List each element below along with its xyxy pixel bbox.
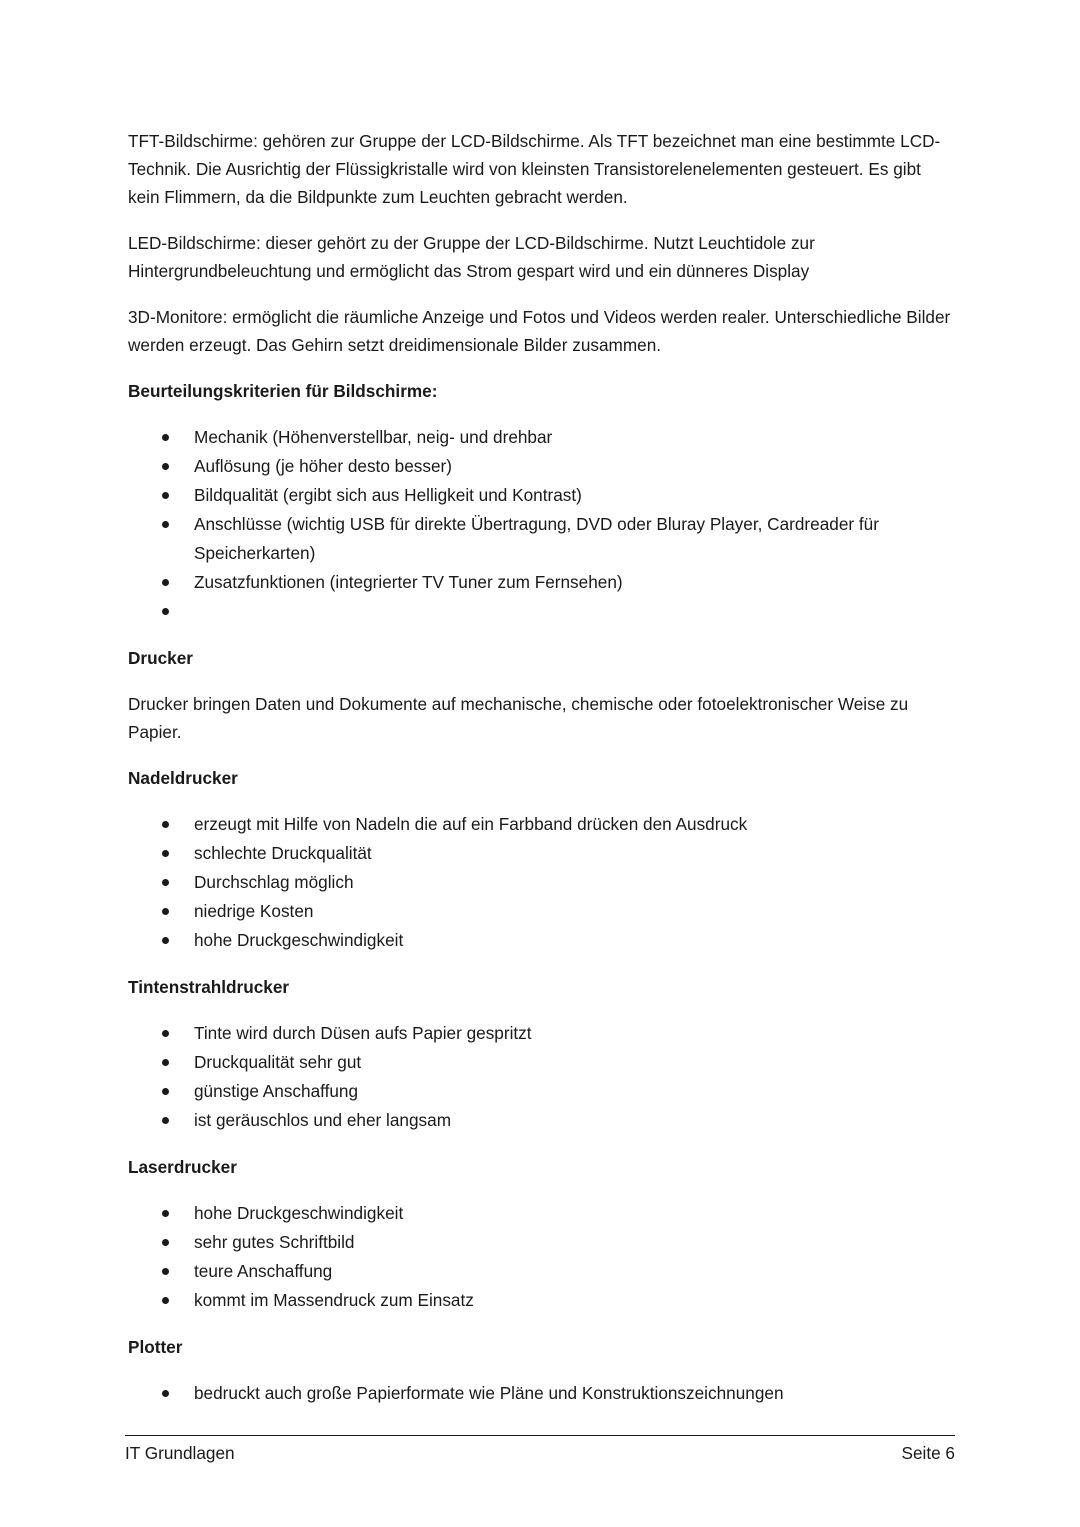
list-item [128, 1379, 954, 1408]
bullet-icon [162, 463, 169, 470]
list-item [128, 868, 954, 897]
bullet-icon [162, 579, 169, 586]
bullet-icon [162, 937, 169, 944]
bullet-icon [162, 1390, 169, 1397]
paragraph-tft: TFT-Bildschirme: gehören zur Gruppe der LCD-Bildschirme. Als TFT bezeichnet man eine bestimmte LCD-Technik. Die Ausrichtig der Flüssigkristalle wird von kleinsten Transistorelenelementen gesteuert. Es gibt kein Flimmern, da die Bildpunkte zum Leuchten gebracht werden. [128, 131, 941, 207]
list-item-text: hohe Druckgeschwindigkeit [194, 930, 404, 950]
paragraph-led: LED-Bildschirme: dieser gehört zu der Gruppe der LCD-Bildschirme. Nutzt Leuchtidole zur Hintergrundbeleuchtung und ermöglicht das Strom gespart wird und ein dünneres Display [128, 233, 815, 281]
list-item [128, 1286, 954, 1315]
list-item-text: teure Anschaffung [194, 1261, 333, 1281]
list-item-text: Auflösung (je höher desto besser) [194, 456, 452, 476]
list-item [128, 897, 954, 926]
list-item-text: Mechanik (Höhenverstellbar, neig- und drehbar [194, 427, 553, 447]
bullet-icon [162, 1268, 169, 1275]
document-page [128, 127, 954, 1426]
list-item [128, 839, 954, 868]
list-item [128, 810, 954, 839]
bullet-icon [162, 492, 169, 499]
list-item-text: hohe Druckgeschwindigkeit [194, 1203, 404, 1223]
bullet-icon [162, 850, 169, 857]
list-item [128, 1019, 954, 1048]
heading-tintenstrahldrucker: Tintenstrahldrucker [128, 977, 290, 997]
list-item [128, 1199, 954, 1228]
list-tintenstrahldrucker [128, 1019, 954, 1135]
list-item-text: Anschlüsse (wichtig USB für direkte Übertragung, DVD oder Bluray Player, Cardreader für Speicherkarten) [194, 514, 879, 563]
list-item-text: sehr gutes Schriftbild [194, 1232, 355, 1252]
list-plotter [128, 1379, 954, 1408]
list-item [128, 568, 954, 597]
bullet-icon [162, 1030, 169, 1037]
heading-nadeldrucker: Nadeldrucker [128, 768, 238, 788]
list-beurteilungskriterien [128, 423, 954, 626]
heading-plotter: Plotter [128, 1337, 183, 1357]
list-laserdrucker [128, 1199, 954, 1315]
list-item-text: bedruckt auch große Papierformate wie Pläne und Konstruktionszeichnungen [194, 1383, 784, 1403]
list-item-text: niedrige Kosten [194, 901, 314, 921]
list-item [128, 1228, 954, 1257]
bullet-icon [162, 1117, 169, 1124]
list-item-text: ist geräuschlos und eher langsam [194, 1110, 452, 1130]
list-item [128, 1048, 954, 1077]
list-item [128, 510, 954, 568]
list-item-text: Tinte wird durch Düsen aufs Papier gespritzt [194, 1023, 532, 1043]
list-item [128, 926, 954, 955]
bullet-icon [162, 1059, 169, 1066]
list-item-text: Zusatzfunktionen (integrierter TV Tuner zum Fernsehen) [194, 572, 623, 592]
heading-laserdrucker: Laserdrucker [128, 1157, 237, 1177]
list-item-text: kommt im Massendruck zum Einsatz [194, 1290, 474, 1310]
list-item [128, 1257, 954, 1286]
bullet-icon [162, 608, 169, 615]
bullet-icon [162, 521, 169, 528]
list-item-text: Druckqualität sehr gut [194, 1052, 362, 1072]
heading-beurteilungskriterien: Beurteilungskriterien für Bildschirme: [128, 381, 438, 401]
list-item-text: schlechte Druckqualität [194, 843, 372, 863]
paragraph-3d-monitore: 3D-Monitore: ermöglicht die räumliche Anzeige und Fotos und Videos werden realer. Unterschiedliche Bilder werden erzeugt. Das Gehirn setzt dreidimensionale Bilder zusammen. [128, 307, 951, 355]
bullet-icon [162, 1088, 169, 1095]
list-item-text: Durchschlag möglich [194, 872, 354, 892]
bullet-icon [162, 821, 169, 828]
list-item [128, 1077, 954, 1106]
heading-drucker: Drucker [128, 648, 193, 668]
list-item-text: erzeugt mit Hilfe von Nadeln die auf ein Farbband drücken den Ausdruck [194, 814, 748, 834]
page-footer [125, 1435, 955, 1465]
bullet-icon [162, 434, 169, 441]
list-item [128, 481, 954, 510]
bullet-icon [162, 1210, 169, 1217]
bullet-icon [162, 1239, 169, 1246]
footer-page-number: Seite 6 [901, 1443, 955, 1463]
footer-document-title: IT Grundlagen [125, 1443, 235, 1463]
bullet-icon [162, 908, 169, 915]
list-item [128, 1106, 954, 1135]
list-item [128, 452, 954, 481]
paragraph-drucker: Drucker bringen Daten und Dokumente auf mechanische, chemische oder fotoelektronischer Weise zu Papier. [128, 694, 909, 742]
list-nadeldrucker [128, 810, 954, 955]
list-item-text: Bildqualität (ergibt sich aus Helligkeit und Kontrast) [194, 485, 582, 505]
list-item [128, 423, 954, 452]
bullet-icon [162, 1297, 169, 1304]
list-item-text: günstige Anschaffung [194, 1081, 359, 1101]
bullet-icon [162, 879, 169, 886]
list-item [128, 597, 954, 626]
